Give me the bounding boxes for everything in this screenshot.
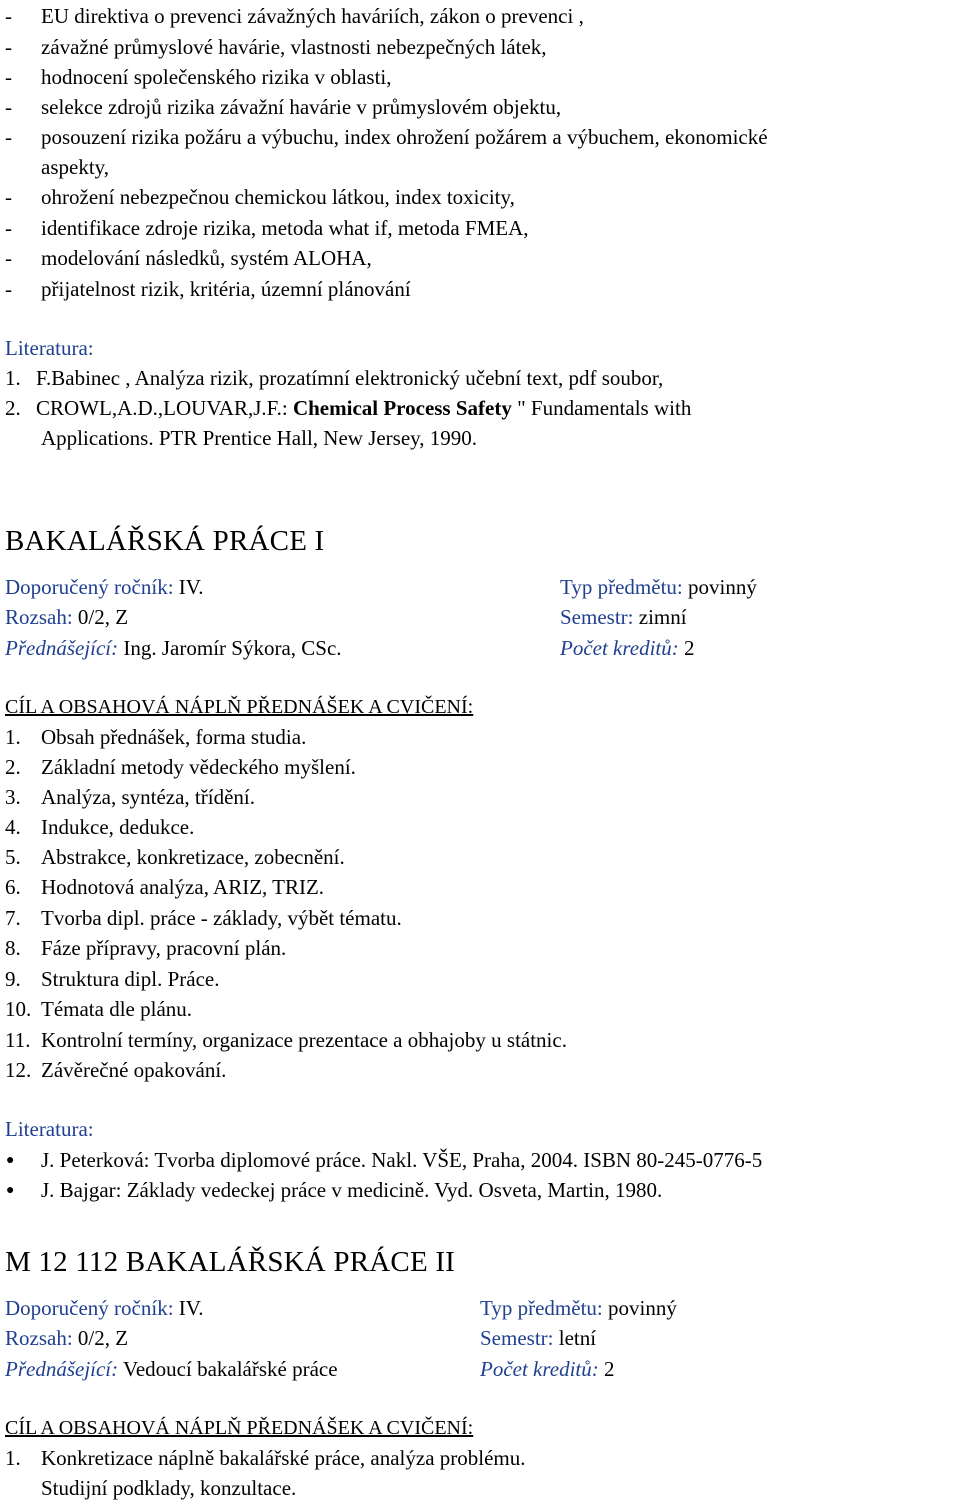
literature-title: Chemical Process Safety (292, 396, 512, 420)
course-title: BAKALÁŘSKÁ PRÁCE I (5, 525, 325, 557)
course-lecturer: Přednášející: Ing. Jaromír Sýkora, CSc. (5, 636, 342, 660)
literature-authors: CROWL,A.D.,LOUVAR,J.F.: (36, 396, 293, 420)
course-year: Doporučený ročník: IV. (5, 575, 204, 599)
course-credits: Počet kreditů: 2 (480, 1357, 615, 1381)
course-type: Typ předmětu: povinný (480, 1296, 677, 1320)
course-semester: Semestr: zimní (560, 605, 687, 629)
literature-title-rest: " Fundamentals with (511, 396, 692, 420)
course-year: Doporučený ročník: IV. (5, 1296, 204, 1320)
course-lecturer: Přednášející: Vedoucí bakalářské práce (5, 1357, 338, 1381)
section-title: CÍL A OBSAHOVÁ NÁPLŇ PŘEDNÁŠEK A CVIČENÍ: (5, 1417, 474, 1439)
literature-heading: Literatura: (5, 1117, 94, 1141)
course-scope: Rozsah: 0/2, Z (5, 605, 129, 629)
course-semester: Semestr: letní (480, 1326, 597, 1350)
course-title: M 12 112 BAKALÁŘSKÁ PRÁCE II (5, 1246, 456, 1278)
course-scope: Rozsah: 0/2, Z (5, 1326, 129, 1350)
course-type: Typ předmětu: povinný (560, 575, 757, 599)
bullet-icon: ● (6, 1183, 15, 1198)
section-title: CÍL A OBSAHOVÁ NÁPLŇ PŘEDNÁŠEK A CVIČENÍ: (5, 696, 474, 718)
literature-heading: Literatura: (5, 336, 94, 360)
bullet-icon: ● (6, 1153, 15, 1168)
course-credits: Počet kreditů: 2 (560, 636, 695, 660)
